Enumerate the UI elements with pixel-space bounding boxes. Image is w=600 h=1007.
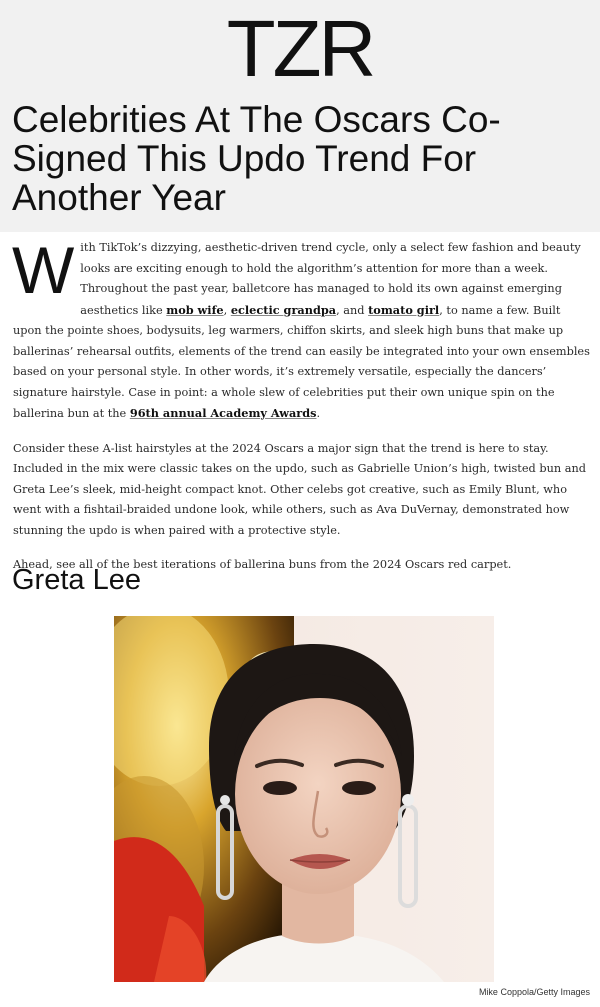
article-headline: Celebrities At The Oscars Co-Signed This Updo Trend For Another Year (12, 99, 501, 218)
separator-text: , (223, 303, 231, 317)
paragraph-ahead: Ahead, see all of the best iterations of ballerina buns from the 2024 Oscars red carpet. (13, 558, 512, 571)
intro-text-end: . (316, 407, 321, 420)
section-heading: Greta Lee (12, 564, 141, 596)
paragraph-intro (12, 233, 591, 425)
separator-text: , and (336, 303, 369, 317)
article-hero (0, 0, 600, 232)
paragraph-hairstyles: Consider these A-list hairstyles at the 2024 Oscars a major sign that the trend is here to stay. Included in the mix were classic takes on the updo, such as Gabrielle Union’s high, twisted bun and Greta Lee’s sleek, mid-height compact knot. Other celebs got creative, such as Emily Blunt, who went with a fishtail-braided undone look, while others, such as Ava DuVernay, demonstrated how stunning the updo is when paired with a protective style. (13, 441, 586, 537)
article-body (12, 233, 591, 590)
drop-cap: W (12, 233, 75, 307)
link-academy-awards[interactable]: 96th annual Academy Awards (129, 406, 317, 420)
link-tomato-girl[interactable]: tomato girl (368, 302, 440, 317)
intro-text-continued: , to name a few. Built upon the pointe shoes, bodysuits, leg warmers, chiffon skirts, and sleek high buns that make up ballerinas’ rehearsal outfits, elements of the trend can easily be integrated into your own ensembles based on your personal style. In other words, it’s extremely versatile, especially the dancers’ signature hairstyle. Case in point: a whole slew of celebrities put their own unique spin on the ballerina bun at the (13, 303, 590, 420)
link-mob-wife[interactable]: mob wife (166, 302, 224, 317)
link-eclectic-grandpa[interactable]: eclectic grandpa (230, 302, 337, 317)
site-logo[interactable]: TZR (226, 4, 374, 93)
photo-credit: Mike Coppola/Getty Images (478, 987, 590, 997)
portrait-illustration (114, 616, 494, 982)
intro-text: ith TikTok’s dizzying, aesthetic-driven trend cycle, only a select few fashion and beauty looks are exciting enough to hold the algorithm’s attention for more than a week. Throughout the past year, balletcore has managed to hold its own against emerging aesthetics like (80, 241, 581, 317)
celebrity-photo (114, 616, 494, 982)
